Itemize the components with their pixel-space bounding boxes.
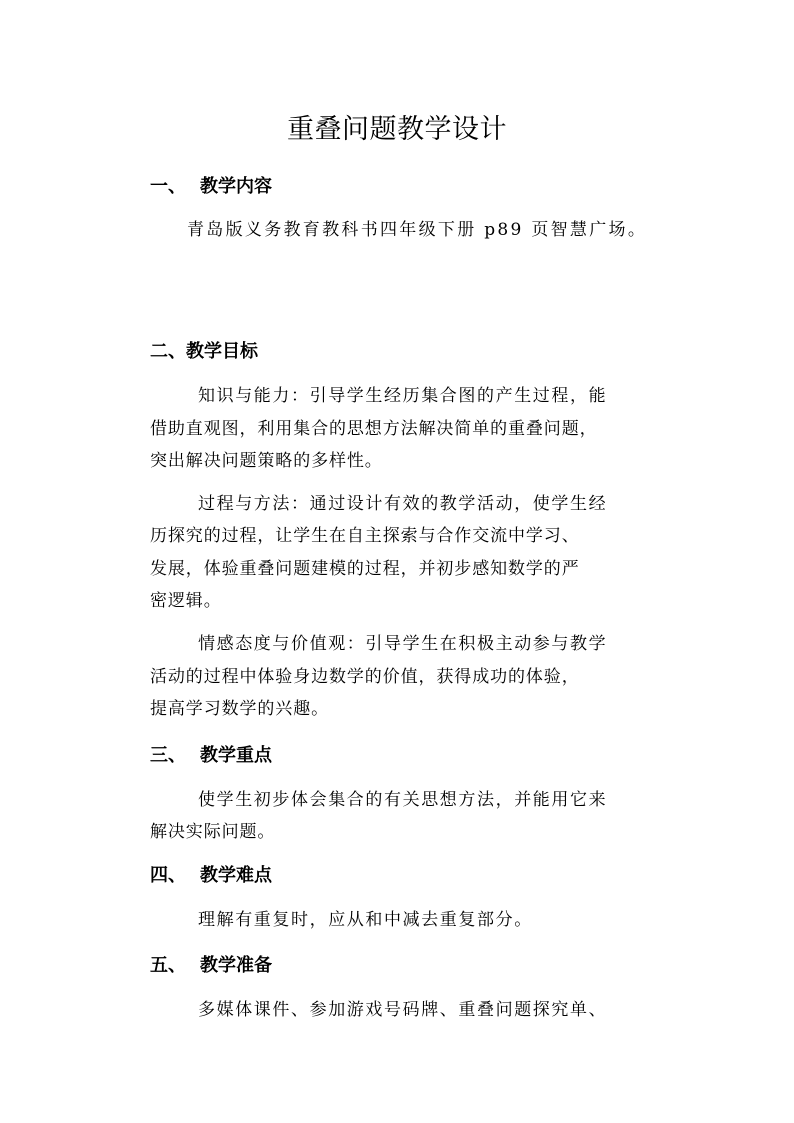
paragraph-line: 提高学习数学的兴趣。 xyxy=(150,699,329,719)
section-number: 一、 xyxy=(150,176,186,197)
section-heading-5 xyxy=(150,951,272,977)
paragraph-line: 突出解决问题策略的多样性。 xyxy=(150,451,383,471)
paragraph-line: 青岛版义务教育教科书四年级下册 p89 页智慧广场。 xyxy=(187,220,648,240)
section-title: 教学目标 xyxy=(186,341,258,362)
section-title: 教学难点 xyxy=(200,865,272,886)
paragraph-line: 借助直观图，利用集合的思想方法解决简单的重叠问题， xyxy=(150,419,598,439)
section-number: 四、 xyxy=(150,865,186,886)
section-title: 教学重点 xyxy=(200,745,272,766)
paragraph-line: 发展，体验重叠问题建模的过程，并初步感知数学的严 xyxy=(150,559,580,579)
paragraph-line: 使学生初步体会集合的有关思想方法，并能用它来 xyxy=(198,790,608,810)
paragraph-line: 多媒体课件、参加游戏号码牌、重叠问题探究单、 xyxy=(198,1000,608,1020)
section-title: 教学内容 xyxy=(200,176,272,197)
section-heading-1 xyxy=(150,172,272,198)
paragraph-line: 活动的过程中体验身边数学的价值，获得成功的体验， xyxy=(150,667,580,687)
paragraph-line: 情感态度与价值观：引导学生在积极主动参与教学 xyxy=(198,634,608,654)
paragraph-line: 理解有重复时，应从和中减去重复部分。 xyxy=(198,910,533,930)
document-title: 重叠问题教学设计 xyxy=(287,114,507,145)
paragraph-line: 过程与方法：通过设计有效的教学活动，使学生经 xyxy=(198,494,608,514)
section-heading-2 xyxy=(150,337,258,363)
paragraph-line: 历探究的过程，让学生在自主探索与合作交流中学习、 xyxy=(150,526,580,546)
section-heading-4 xyxy=(150,861,272,887)
section-number: 三、 xyxy=(150,745,186,766)
section-number: 五、 xyxy=(150,955,186,976)
paragraph-line: 知识与能力：引导学生经历集合图的产生过程，能 xyxy=(198,386,608,406)
section-number: 二、 xyxy=(150,341,186,362)
section-title: 教学准备 xyxy=(200,955,272,976)
paragraph-line: 解决实际问题。 xyxy=(150,822,276,842)
section-heading-3 xyxy=(150,741,272,767)
paragraph-line: 密逻辑。 xyxy=(150,591,222,611)
